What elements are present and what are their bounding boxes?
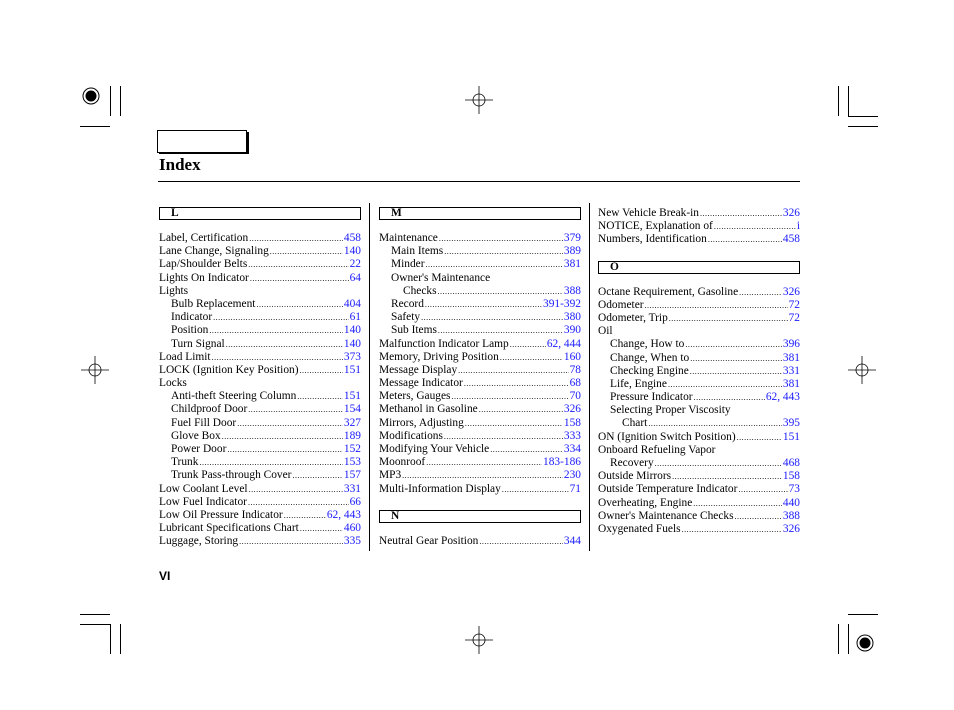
index-entry: [598, 417, 800, 430]
leader-dots: [458, 364, 568, 377]
index-entry: [598, 299, 800, 312]
entry-text: Anti-theft Steering Column: [171, 390, 297, 403]
index-entry: [598, 404, 800, 417]
leader-dots: [300, 522, 343, 535]
index-entry: [159, 522, 361, 535]
page-link[interactable]: 68: [569, 377, 581, 390]
entry-text: Glove Box: [171, 429, 221, 442]
page-link[interactable]: 78: [569, 363, 581, 376]
section-header-n: N: [379, 510, 581, 523]
registration-target-icon: [857, 635, 873, 651]
entry-text: Safety: [391, 311, 421, 324]
entry-text: Onboard Refueling Vapor: [598, 443, 716, 456]
page-link[interactable]: 389: [563, 245, 581, 258]
index-entry: [159, 285, 361, 298]
entry-text: Selecting Proper Viscosity: [610, 404, 731, 417]
leader-dots: [669, 312, 788, 325]
entry-text: Checking Engine: [610, 364, 689, 377]
page-link[interactable]: 158: [563, 416, 581, 429]
leader-dots: [465, 417, 563, 430]
page-link[interactable]: 344: [563, 534, 581, 547]
leader-dots: [425, 298, 542, 311]
entry-text: Main Items: [391, 245, 444, 258]
leader-dots: [668, 378, 782, 391]
index-entry: [159, 377, 361, 390]
page-link[interactable]: 61: [349, 311, 361, 324]
leader-dots: [213, 311, 348, 324]
crosshair-icon: [848, 356, 876, 384]
index-entry: [598, 338, 800, 351]
entry-text: Minder: [391, 258, 425, 271]
entry-text: Change, When to: [610, 351, 690, 364]
leader-dots: [421, 311, 563, 324]
page-link[interactable]: 62, 443: [326, 508, 361, 521]
entry-text: New Vehicle Break-in: [598, 207, 700, 219]
index-entry: [379, 364, 581, 377]
index-entry: [159, 245, 361, 258]
index-entry: [379, 311, 581, 324]
page-link[interactable]: 373: [343, 350, 361, 363]
page-link[interactable]: 151: [782, 430, 800, 443]
leader-dots: [426, 258, 563, 271]
page-number: VI: [159, 569, 171, 583]
entry-text: Outside Temperature Indicator: [598, 483, 738, 496]
page-link[interactable]: 388: [782, 509, 800, 522]
leader-dots: [737, 431, 782, 444]
leader-dots: [256, 298, 342, 311]
leader-dots: [438, 324, 563, 337]
index-entry: [598, 352, 800, 365]
leader-dots: [690, 365, 782, 378]
leader-dots: [297, 390, 343, 403]
index-entry: [379, 258, 581, 271]
crosshair-icon: [465, 86, 493, 114]
leader-dots: [738, 483, 787, 496]
leader-dots: [479, 403, 563, 416]
column-divider: [369, 203, 370, 551]
index-entry: [379, 338, 581, 351]
leader-dots: [209, 324, 343, 337]
leader-dots: [248, 496, 349, 509]
leader-dots: [212, 351, 343, 364]
entry-text: Owner's Maintenance: [391, 271, 491, 284]
page-link[interactable]: 70: [569, 390, 581, 403]
entry-text: Sub Items: [391, 324, 437, 337]
index-entry: [598, 207, 800, 220]
leader-dots: [199, 456, 342, 469]
leader-dots: [464, 377, 569, 390]
leader-dots: [284, 509, 326, 522]
index-entry: [379, 272, 581, 285]
index-entry: [159, 509, 361, 522]
index-entry: [159, 338, 361, 351]
entry-text: Memory, Driving Position: [379, 350, 499, 363]
index-entry: [379, 245, 581, 258]
page-link[interactable]: 335: [343, 535, 361, 548]
index-entry: [598, 220, 800, 233]
entry-text: Modifying Your Vehicle: [379, 443, 490, 455]
page-link[interactable]: 460: [343, 522, 361, 535]
entry-text: Lights: [159, 284, 189, 297]
entry-text: Methanol in Gasoline: [379, 403, 478, 416]
leader-dots: [249, 483, 343, 496]
entry-text: Meters, Gauges: [379, 390, 451, 403]
entry-text: Message Display: [379, 363, 458, 376]
entry-text: Low Fuel Indicator: [159, 495, 247, 508]
index-entry: [159, 390, 361, 403]
entry-text: Indicator: [171, 311, 213, 324]
index-entry: [598, 431, 800, 444]
section-header-l: L: [159, 207, 361, 220]
index-entry: [598, 470, 800, 483]
leader-dots: [490, 443, 563, 456]
page-link[interactable]: 395: [782, 417, 800, 430]
page-link[interactable]: 140: [343, 245, 361, 258]
index-entry: [159, 258, 361, 271]
leader-dots: [292, 469, 342, 482]
page-link[interactable]: 326: [782, 285, 800, 298]
index-entry: [379, 443, 581, 456]
page-link[interactable]: 380: [563, 311, 581, 324]
entry-text: Change, How to: [610, 338, 685, 351]
page-link[interactable]: 151: [343, 363, 361, 376]
index-entry: [379, 535, 581, 548]
entry-text: Owner's Maintenance Checks: [598, 509, 734, 522]
index-entry: [159, 443, 361, 456]
page-link[interactable]: 390: [563, 324, 581, 337]
leader-dots: [510, 338, 546, 351]
index-entry: [379, 298, 581, 311]
index-column: [598, 207, 800, 536]
entry-text: Power Door: [171, 443, 227, 455]
index-entry: [159, 311, 361, 324]
index-entry: [379, 377, 581, 390]
leader-dots: [426, 456, 542, 469]
index-entry: [598, 391, 800, 404]
index-entry: [379, 324, 581, 337]
entry-text: Oxygenated Fuels: [598, 522, 681, 535]
entry-text: Octane Requirement, Gasoline: [598, 285, 739, 298]
entry-text: Low Coolant Level: [159, 482, 248, 495]
leader-dots: [248, 258, 348, 271]
index-entry: [159, 430, 361, 443]
index-entry: [598, 510, 800, 523]
index-entry: [379, 456, 581, 469]
entry-text: Recovery: [610, 457, 654, 469]
page-link[interactable]: 334: [563, 443, 581, 455]
index-entry: [379, 469, 581, 482]
entry-text: Trunk: [171, 456, 199, 469]
page-link[interactable]: 458: [782, 233, 800, 246]
leader-dots: [439, 232, 563, 245]
entry-text: Fuel Fill Door: [171, 416, 237, 429]
crosshair-icon: [81, 356, 109, 384]
entry-text: Lap/Shoulder Belts: [159, 258, 248, 271]
page-link[interactable]: 404: [343, 297, 361, 310]
page-link[interactable]: 153: [343, 456, 361, 469]
entry-text: Lights On Indicator: [159, 271, 249, 284]
leader-dots: [237, 417, 343, 430]
page-link[interactable]: 468: [782, 457, 800, 469]
index-entry: [598, 457, 800, 470]
entry-text: Moonroof: [379, 456, 426, 469]
column-divider: [589, 203, 590, 551]
entry-text: Lane Change, Signaling: [159, 245, 269, 258]
entry-text: Life, Engine: [610, 377, 667, 390]
index-entry: [379, 403, 581, 416]
entry-text: Chart: [622, 417, 648, 430]
index-entry: [159, 496, 361, 509]
index-entry: [598, 233, 800, 246]
leader-dots: [479, 535, 563, 548]
index-entry: [159, 298, 361, 311]
leader-dots: [452, 390, 569, 403]
index-entry: [379, 483, 581, 496]
entry-text: Position: [171, 324, 209, 337]
page-link[interactable]: 152: [343, 443, 361, 455]
index-entry: [598, 483, 800, 496]
index-entry: [159, 364, 361, 377]
leader-dots: [444, 245, 563, 258]
entry-text: Locks: [159, 377, 187, 390]
index-entry: [598, 286, 800, 299]
entry-text: Odometer, Trip: [598, 311, 668, 324]
leader-dots: [685, 338, 782, 351]
title-rule: [158, 181, 800, 182]
page-link[interactable]: 183-186: [543, 456, 581, 469]
entry-text: Outside Mirrors: [598, 470, 672, 483]
leader-dots: [672, 470, 782, 483]
index-entry: [159, 403, 361, 416]
leader-dots: [694, 391, 765, 404]
leader-dots: [250, 272, 349, 285]
leader-dots: [700, 207, 782, 220]
section-header-o: O: [598, 261, 800, 274]
index-entry: [598, 365, 800, 378]
leader-dots: [444, 430, 563, 443]
leader-dots: [735, 510, 782, 523]
leader-dots: [227, 443, 343, 456]
crosshair-icon: [465, 626, 493, 654]
section-header-m: M: [379, 207, 581, 220]
page-link[interactable]: 62, 443: [765, 391, 800, 404]
entry-text: Neutral Gear Position: [379, 534, 479, 547]
index-entry: [159, 535, 361, 548]
entry-text: Lubricant Specifications Chart: [159, 522, 299, 535]
entry-text: Childproof Door: [171, 403, 248, 416]
page-link[interactable]: 381: [782, 351, 800, 364]
page-link[interactable]: 66: [349, 495, 361, 508]
page-link[interactable]: 396: [782, 338, 800, 351]
entry-text: Overheating, Engine: [598, 496, 693, 509]
index-entry: [379, 351, 581, 364]
index-entry: [598, 378, 800, 391]
index-entry: [159, 456, 361, 469]
entry-text: MP3: [379, 469, 402, 482]
index-entry: [598, 312, 800, 325]
page-link[interactable]: 140: [343, 337, 361, 350]
page-link[interactable]: 327: [343, 416, 361, 429]
leader-dots: [500, 351, 563, 364]
leader-dots: [222, 430, 343, 443]
leader-dots: [300, 364, 343, 377]
entry-text: Multi-Information Display: [379, 482, 501, 495]
page-link[interactable]: 72: [788, 311, 800, 324]
entry-text: ON (Ignition Switch Position): [598, 430, 736, 443]
entry-text: Checks: [403, 284, 437, 297]
index-column: [379, 207, 581, 548]
index-entry: [598, 444, 800, 457]
page-link[interactable]: 22: [349, 258, 361, 271]
index-entry: [598, 325, 800, 338]
leader-dots: [226, 338, 343, 351]
index-entry: [598, 523, 800, 536]
page-link[interactable]: 157: [343, 469, 361, 482]
leader-dots: [648, 417, 782, 430]
leader-dots: [438, 285, 563, 298]
header-tab-shadow: [159, 152, 249, 154]
leader-dots: [708, 233, 782, 246]
page-link[interactable]: 326: [782, 522, 800, 535]
entry-text: Pressure Indicator: [610, 391, 693, 404]
page-link[interactable]: 440: [782, 496, 800, 509]
entry-text: Low Oil Pressure Indicator: [159, 508, 283, 521]
index-entry: [379, 232, 581, 245]
entry-text: Turn Signal: [171, 337, 225, 350]
leader-dots: [693, 497, 782, 510]
page-link[interactable]: 71: [569, 482, 581, 495]
leader-dots: [502, 483, 569, 496]
entry-text: Maintenance: [379, 232, 438, 244]
page-link[interactable]: 72: [788, 298, 800, 311]
index-entry: [159, 232, 361, 245]
header-tab-shadow: [247, 132, 249, 154]
entry-text: Mirrors, Adjusting: [379, 416, 464, 429]
leader-dots: [655, 457, 782, 470]
index-column: [159, 207, 361, 549]
page-link[interactable]: 326: [563, 403, 581, 416]
index-entry: [159, 483, 361, 496]
page-link[interactable]: 140: [343, 324, 361, 337]
page-link[interactable]: 158: [782, 470, 800, 483]
leader-dots: [248, 403, 343, 416]
leader-dots: [690, 352, 782, 365]
leader-dots: [270, 245, 343, 258]
leader-dots: [239, 535, 343, 548]
page-link[interactable]: 381: [782, 377, 800, 390]
entry-text: Record: [391, 297, 424, 310]
page-link[interactable]: 62, 444: [546, 337, 581, 350]
page-link[interactable]: 388: [563, 284, 581, 297]
page-link[interactable]: i: [796, 220, 800, 233]
entry-text: LOCK (Ignition Key Position): [159, 363, 299, 376]
index-entry: [159, 272, 361, 285]
entry-text: Malfunction Indicator Lamp: [379, 337, 509, 350]
page-link[interactable]: 154: [343, 403, 361, 416]
index-entry: [159, 469, 361, 482]
page-link[interactable]: 331: [343, 482, 361, 495]
page-link[interactable]: 326: [782, 207, 800, 219]
registration-target-icon: [83, 88, 99, 104]
page-link[interactable]: 391-392: [543, 297, 581, 310]
entry-text: Luggage, Storing: [159, 535, 239, 548]
leader-dots: [249, 232, 343, 245]
entry-text: Load Limit: [159, 350, 211, 363]
page-link[interactable]: 230: [563, 469, 581, 482]
leader-dots: [645, 299, 788, 312]
page-link[interactable]: 64: [349, 271, 361, 284]
index-entry: [379, 430, 581, 443]
leader-dots: [682, 523, 782, 536]
page-link[interactable]: 331: [782, 364, 800, 377]
page-title: Index: [159, 155, 201, 174]
page-link[interactable]: 458: [343, 232, 361, 244]
leader-dots: [714, 220, 796, 233]
entry-text: Numbers, Identification: [598, 233, 707, 246]
page-link[interactable]: 73: [788, 483, 800, 496]
page-link[interactable]: 379: [563, 232, 581, 244]
page-link[interactable]: 160: [563, 350, 581, 363]
entry-text: Trunk Pass-through Cover: [171, 469, 292, 482]
leader-dots: [402, 469, 563, 482]
leader-dots: [739, 286, 782, 299]
index-entry: [379, 285, 581, 298]
index-entry: [379, 417, 581, 430]
page-link[interactable]: 381: [563, 258, 581, 271]
entry-text: Message Indicator: [379, 377, 463, 390]
entry-text: Bulb Replacement: [171, 297, 256, 310]
entry-text: Oil: [598, 325, 613, 338]
index-entry: [159, 324, 361, 337]
index-entry: [159, 417, 361, 430]
entry-text: Odometer: [598, 298, 644, 311]
page-link[interactable]: 151: [343, 390, 361, 403]
page-link[interactable]: 189: [343, 429, 361, 442]
entry-text: Label, Certification: [159, 232, 249, 244]
index-entry: [159, 351, 361, 364]
entry-text: Modifications: [379, 429, 443, 442]
header-tab: [157, 130, 247, 153]
index-entry: [379, 390, 581, 403]
entry-text: NOTICE, Explanation of: [598, 220, 713, 233]
page-link[interactable]: 333: [563, 429, 581, 442]
index-entry: [598, 497, 800, 510]
